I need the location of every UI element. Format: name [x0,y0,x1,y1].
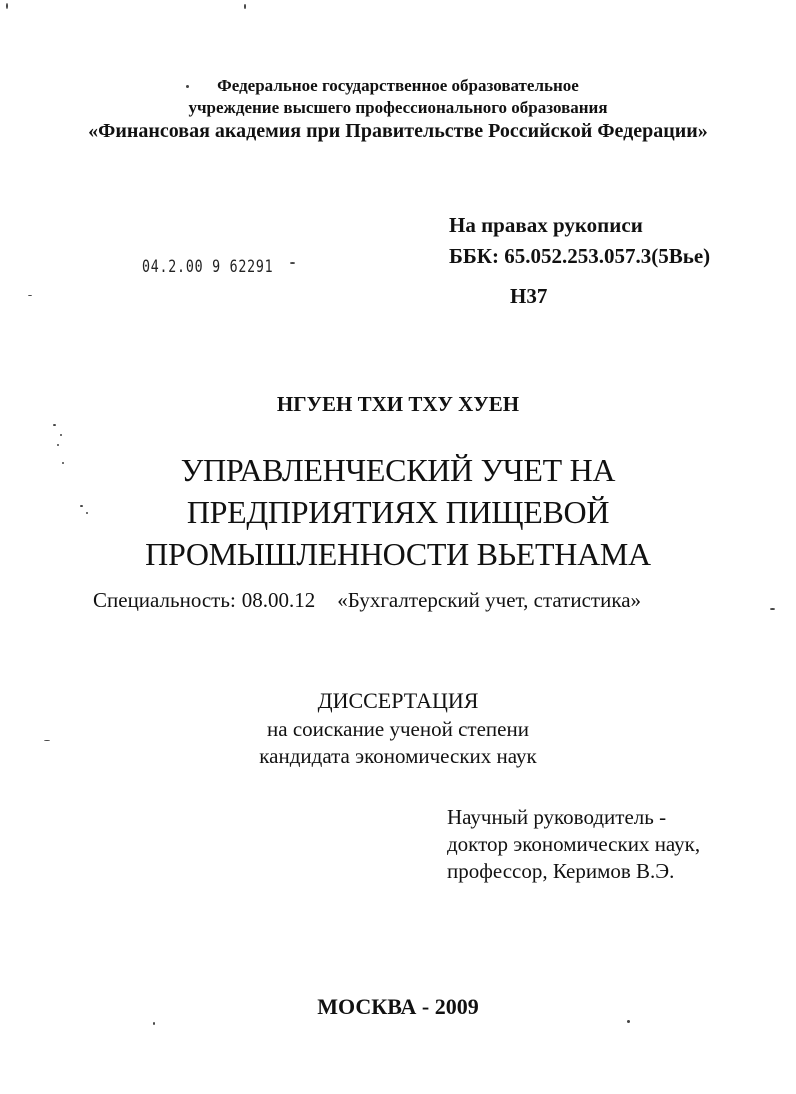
scan-speck [6,3,8,9]
scan-speck [244,4,246,9]
dissertation-degree: кандидата экономических наук [259,744,537,768]
dissertation-purpose: на соискание ученой степени [267,717,529,741]
specialty [93,588,641,613]
supervisor-degree: доктор экономических наук, [447,832,701,856]
scan-speck [770,608,775,610]
scan-speck [57,444,59,446]
supervisor-name: профессор, Керимов В.Э. [447,859,675,883]
author-name: НГУЕН ТХИ ТХУ ХУЕН [276,392,520,416]
specialty-label: Специальность: [93,588,236,612]
institution-line-2: учреждение высшего профессионального образования [188,98,608,117]
registration-stamp: 04.2.00 9 62291 [142,257,274,277]
scan-speck [290,262,295,264]
title-line-1: УПРАВЛЕНЧЕСКИЙ УЧЕТ НА [180,452,616,488]
institution-line-1: Федеральное государственное образовательное [217,76,579,95]
scan-speck [28,295,32,296]
scan-speck [153,1022,155,1025]
scan-speck [627,1020,630,1023]
institution-line-3: «Финансовая академия при Правительстве Российской Федерации» [88,120,708,142]
dissertation-heading: ДИССЕРТАЦИЯ [317,688,479,713]
specialty-name: «Бухгалтерский учет, статистика» [337,588,642,612]
scan-speck [60,434,62,436]
rights-notice: На правах рукописи [449,213,643,237]
scan-speck [53,424,56,426]
title-line-3: ПРОМЫШЛЕННОСТИ ВЬЕТНАМА [145,536,651,572]
author-mark: Н37 [510,284,548,308]
bbk-code: ББК: 65.052.253.057.3(5Вье) [449,244,711,268]
supervisor-label: Научный руководитель - [447,805,667,829]
title-line-2: ПРЕДПРИЯТИЯХ ПИЩЕВОЙ [186,494,610,530]
specialty-code: 08.00.12 [241,588,316,612]
city-year: МОСКВА - 2009 [317,994,479,1019]
